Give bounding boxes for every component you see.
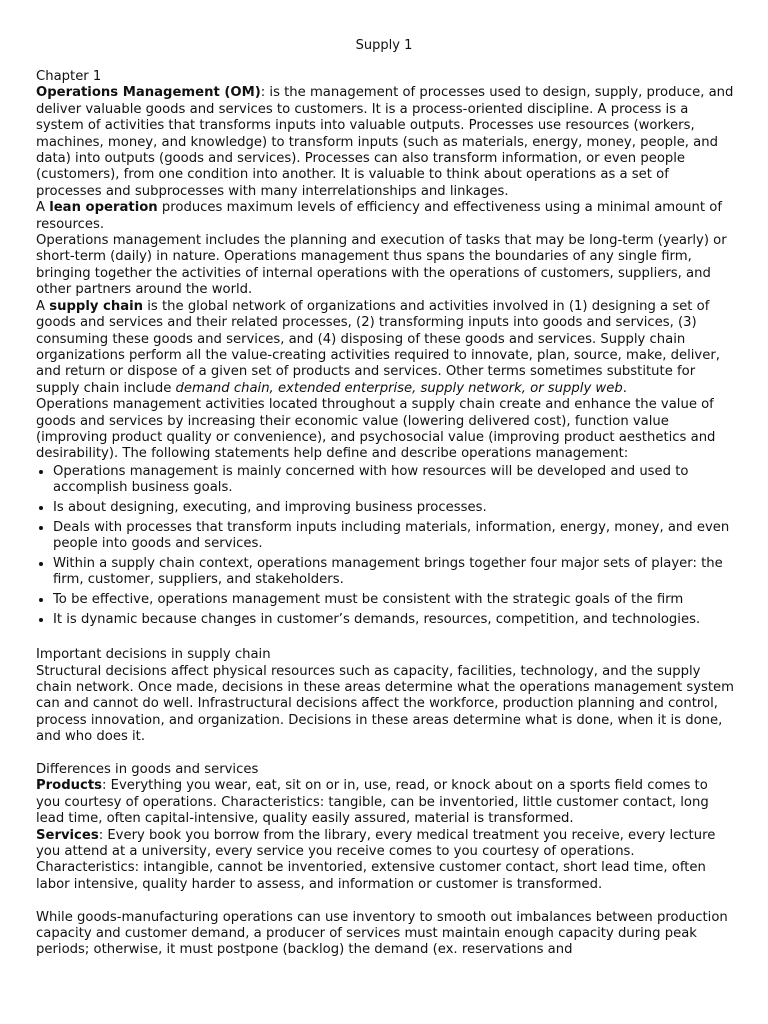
document-body	[36, 69, 736, 959]
lean-term: lean operation	[49, 200, 158, 216]
list-item: • To be effective, operations management must be consistent with the strategic goals of the firm	[53, 591, 736, 608]
decisions-heading: Important decisions in supply chain	[36, 647, 271, 663]
decisions-paragraph: Structural decisions affect physical resources such as capacity, facilities, technology, and the supply chain network. Once made, decisions in these areas determine what the operations management system can and cannot do well. Infrastructural decisions affect the workforce, production planning and control, process innovation, and organization. Decisions in these areas determine what is done, when it is done, and who does it.	[36, 663, 734, 745]
spacer	[36, 746, 736, 762]
services-term: Services	[36, 827, 99, 843]
list-item: • Within a supply chain context, operations management brings together four major sets of player: the firm, customer, suppliers, and stakeholders.	[53, 555, 736, 589]
supply-chain-suffix: .	[622, 380, 627, 396]
lean-operation-paragraph	[36, 200, 736, 233]
om-definition-paragraph	[36, 85, 736, 200]
services-text: : Every book you borrow from the library, every medical treatment you receive, every lecture you attend at a university, every service you receive comes to you courtesy of operations. Characteristics: intangible, cannot be inventoried, extensive customer contact, short lead time, often labor intensive, quality harder to assess, and information or customer is transformed.	[36, 827, 716, 892]
inventory-paragraph: While goods-manufacturing operations can use inventory to smooth out imbalances between production capacity and customer demand, a producer of services must maintain enough capacity during peak periods; otherwise, it must postpone (backlog) the demand (ex. reservations and	[36, 909, 728, 958]
lean-text: produces maximum levels of efficiency and effectiveness using a minimal amount of resources.	[36, 200, 722, 232]
differences-heading: Differences in goods and services	[36, 761, 259, 777]
supply-chain-synonyms: demand chain, extended enterprise, supply network, or supply web	[175, 380, 623, 396]
list-item: • Deals with processes that transform inputs including materials, information, energy, money, and even people into goods and services.	[53, 519, 736, 553]
products-paragraph	[36, 778, 736, 827]
page-header: Supply 1	[355, 38, 413, 53]
products-term: Products	[36, 778, 103, 794]
om-activities-paragraph: Operations management activities located throughout a supply chain create and enhance the value of goods and services by increasing their economic value (lowering delivered cost), function value (improving product quality or convenience), and psychosocial value (improving product aesthetics and desirability). The following statements help define and describe operations management:	[36, 397, 716, 462]
spacer	[36, 893, 736, 909]
supply-chain-text: is the global network of organizations and activities involved in (1) designing a set of goods and services and their related processes, (2) transforming inputs into goods and services, (3) consuming these goods and services, and (4) disposing of these goods and services. Supply chain organizations perform all the value-creating activities required to innovate, plan, source, make, deliver, and return or dispose of a given set of products and services. Other terms sometimes substitute for supply chain include	[36, 298, 720, 396]
om-term: Operations Management (OM)	[36, 85, 261, 101]
supply-chain-prefix: A	[36, 298, 50, 314]
services-paragraph	[36, 828, 736, 894]
list-item: • Operations management is mainly concerned with how resources will be developed and used to accomplish business goals.	[53, 463, 736, 497]
supply-chain-paragraph	[36, 299, 736, 397]
spacer	[36, 631, 736, 647]
om-definition-text: : is the management of processes used to design, supply, produce, and deliver valuable goods and services to customers. It is a process-oriented discipline. A process is a system of activities that transforms inputs into valuable outputs. Processes use resources (workers, machines, money, and knowledge) to transform inputs (such as materials, energy, money, people, and data) into outputs (goods and services). Processes can also transform information, or even people (customers), from one condition into another. It is valuable to think about operations as a set of processes and subprocesses with many interrelationships and linkages.	[36, 85, 734, 199]
supply-chain-term: supply chain	[49, 298, 144, 314]
products-text: : Everything you wear, eat, sit on or in, use, read, or knock about on a sports field comes to you courtesy of operations. Characteristics: tangible, can be inventoried, little customer contact, long lead time, often capital-intensive, quality easily assured, material is transformed.	[36, 778, 709, 827]
list-item: • It is dynamic because changes in customer’s demands, resources, competition, and technologies.	[53, 611, 736, 628]
om-statements-list	[36, 463, 736, 629]
chapter-heading: Chapter 1	[36, 69, 102, 84]
lean-prefix: A	[36, 200, 50, 216]
om-planning-paragraph: Operations management includes the planning and execution of tasks that may be long-term (yearly) or short-term (daily) in nature. Operations management thus spans the boundaries of any single firm, bringing together the activities of internal operations with the operations of customers, suppliers, and other partners around the world.	[36, 233, 727, 298]
list-item: • Is about designing, executing, and improving business processes.	[53, 499, 736, 516]
